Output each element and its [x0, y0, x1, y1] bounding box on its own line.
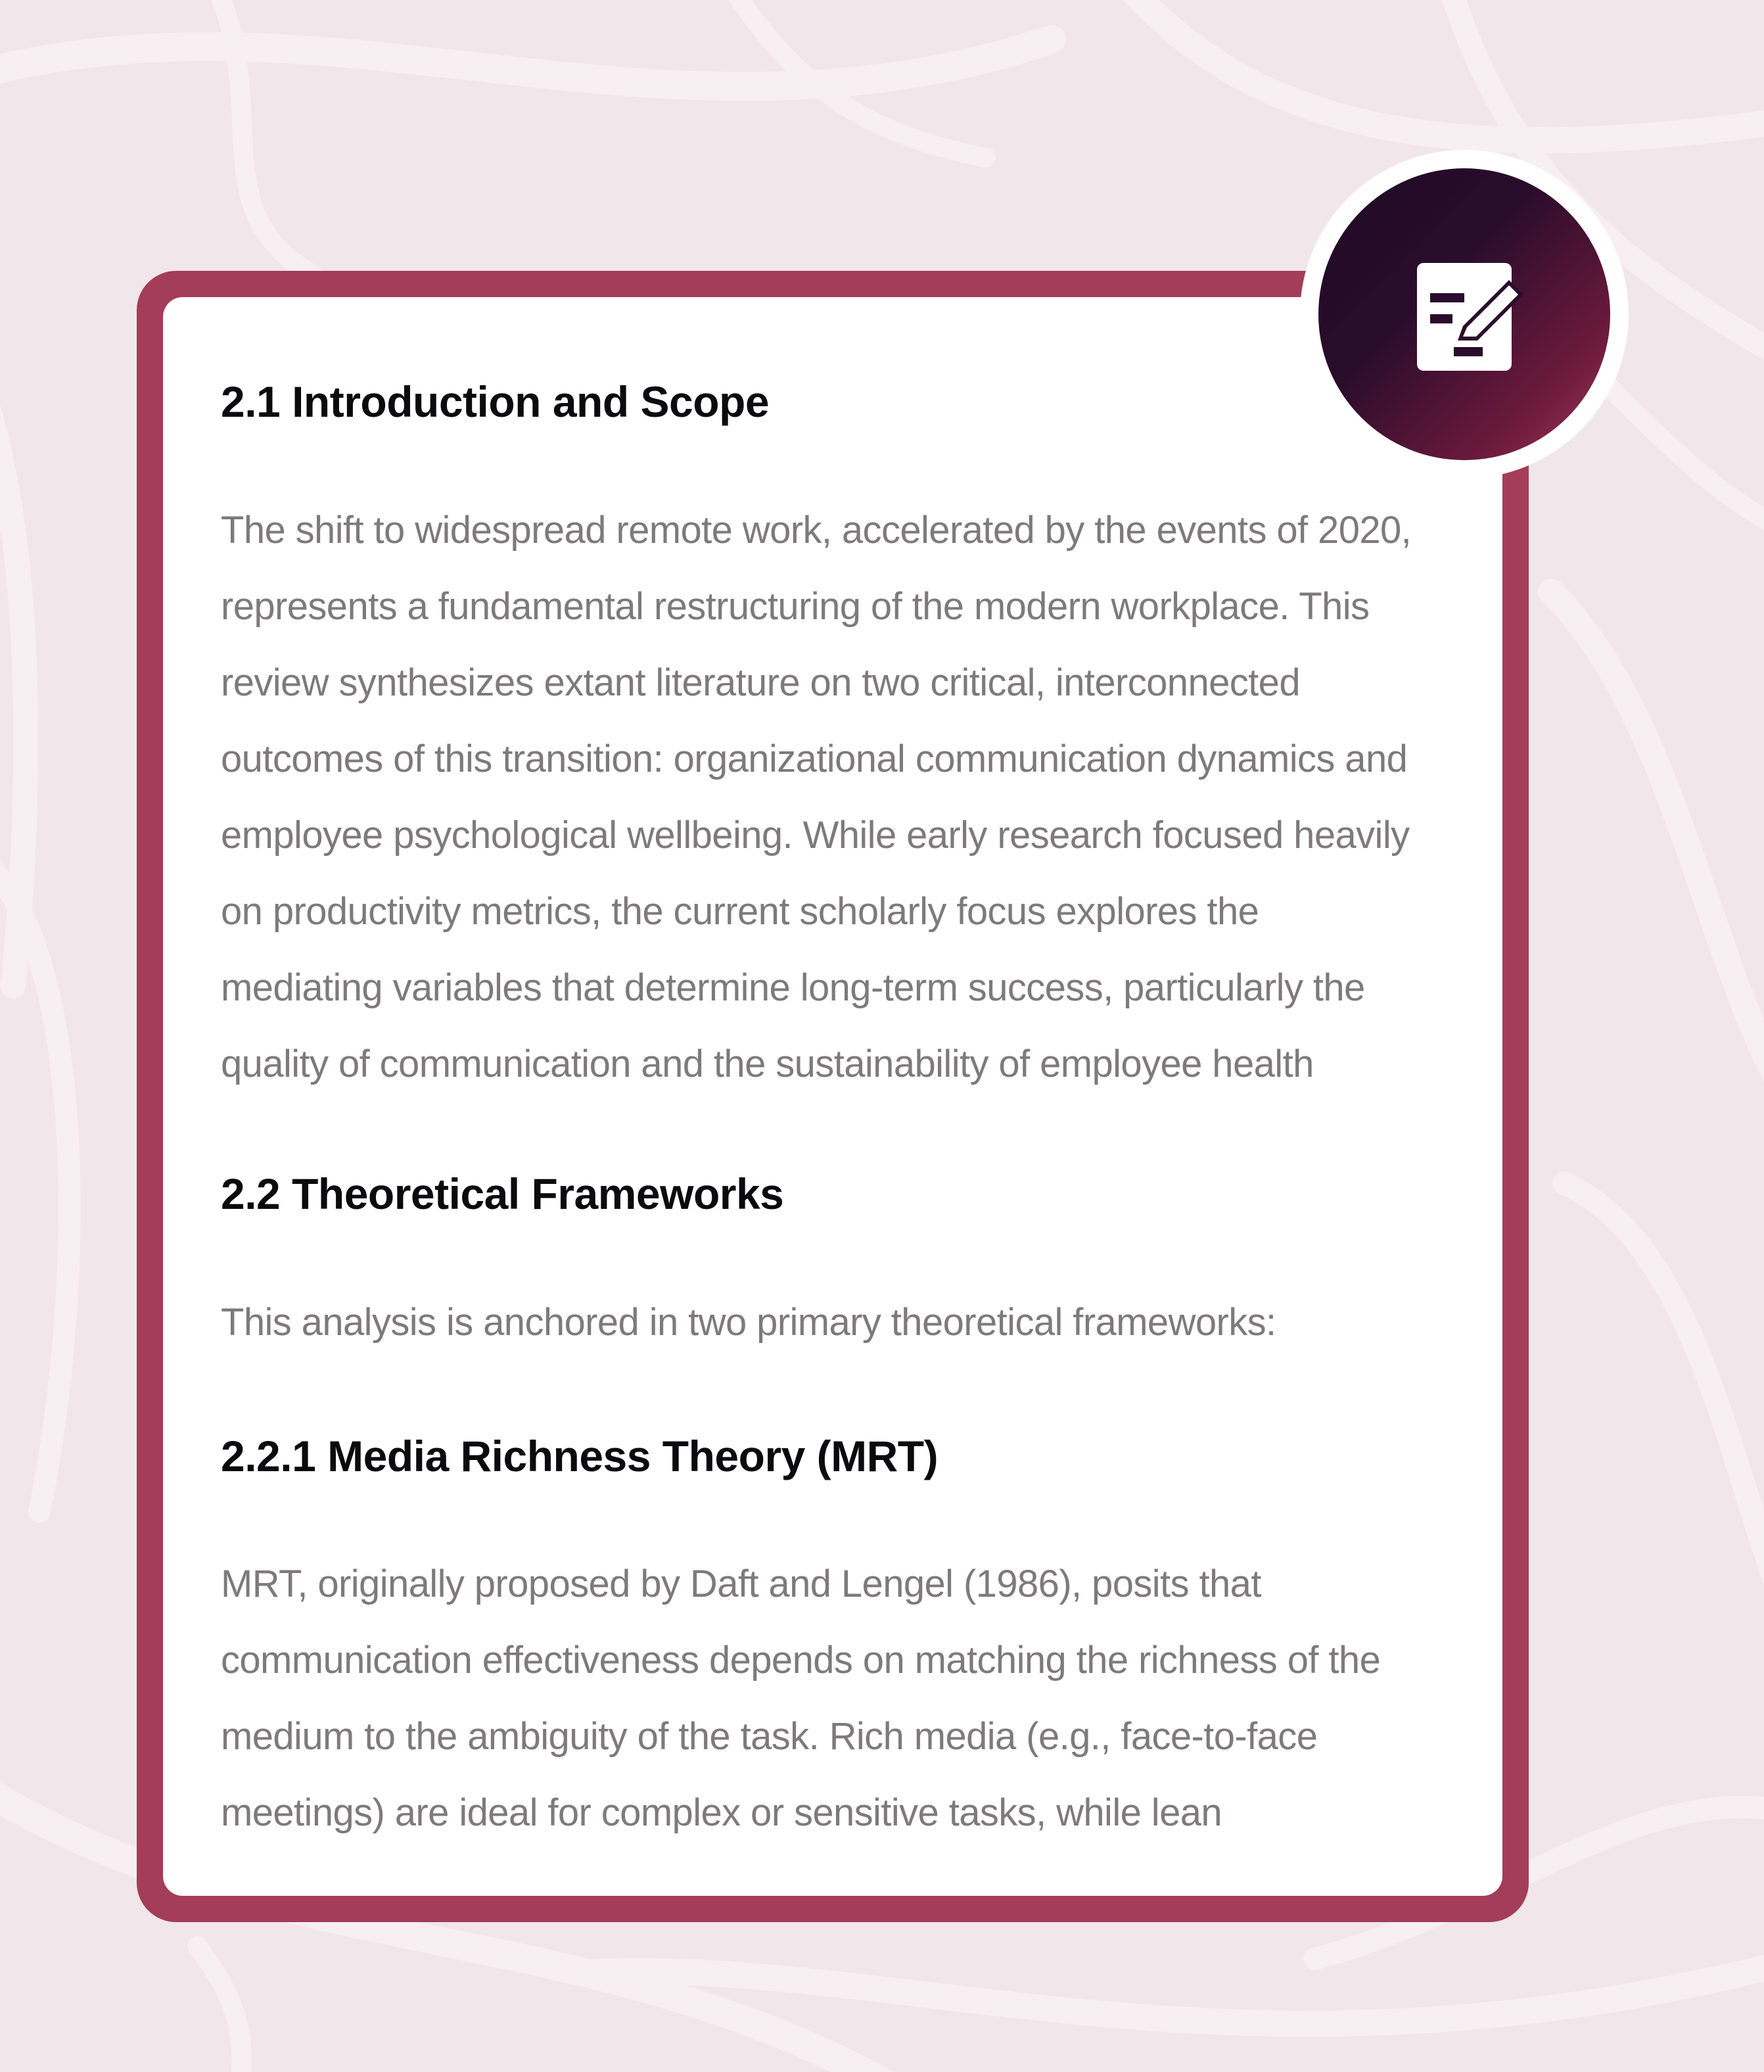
document-card — [137, 271, 1529, 1922]
document-content — [221, 376, 1417, 1851]
badge-ring — [1300, 150, 1629, 479]
edit-note-icon — [1417, 263, 1525, 371]
edit-note-badge[interactable] — [1318, 168, 1610, 460]
section-heading-introduction: 2.1 Introduction and Scope — [221, 377, 770, 426]
subsection-paragraph-media-richness-theory: MRT, originally proposed by Daft and Lengel (1986), posits that communication effectiveness depends on matching the richness of the medium to the ambiguity of the task. Rich media (e.g., face-to-face meetings) are ideal for complex or sensitive tasks, while lean — [221, 1562, 1381, 1834]
section-paragraph-theoretical-frameworks: This analysis is anchored in two primary theoretical frameworks: — [221, 1301, 1276, 1344]
subsection-heading-media-richness-theory: 2.2.1 Media Richness Theory (MRT) — [221, 1432, 939, 1481]
section-heading-theoretical-frameworks: 2.2 Theoretical Frameworks — [221, 1169, 784, 1219]
document-card-body[interactable] — [163, 297, 1502, 1896]
section-paragraph-introduction: The shift to widespread remote work, accelerated by the events of 2020, represents a fundamental restructuring of the modern workplace. This review synthesizes extant literature on two critical, interconnected outcomes of this transition: organizational communication dynamics and employee psychological wellbeing. While early research focused heavily on productivity metrics, the current scholarly focus explores the mediating variables that determine long-term success, particularly the quality of communication and the sustainability of employee health — [221, 509, 1412, 1086]
